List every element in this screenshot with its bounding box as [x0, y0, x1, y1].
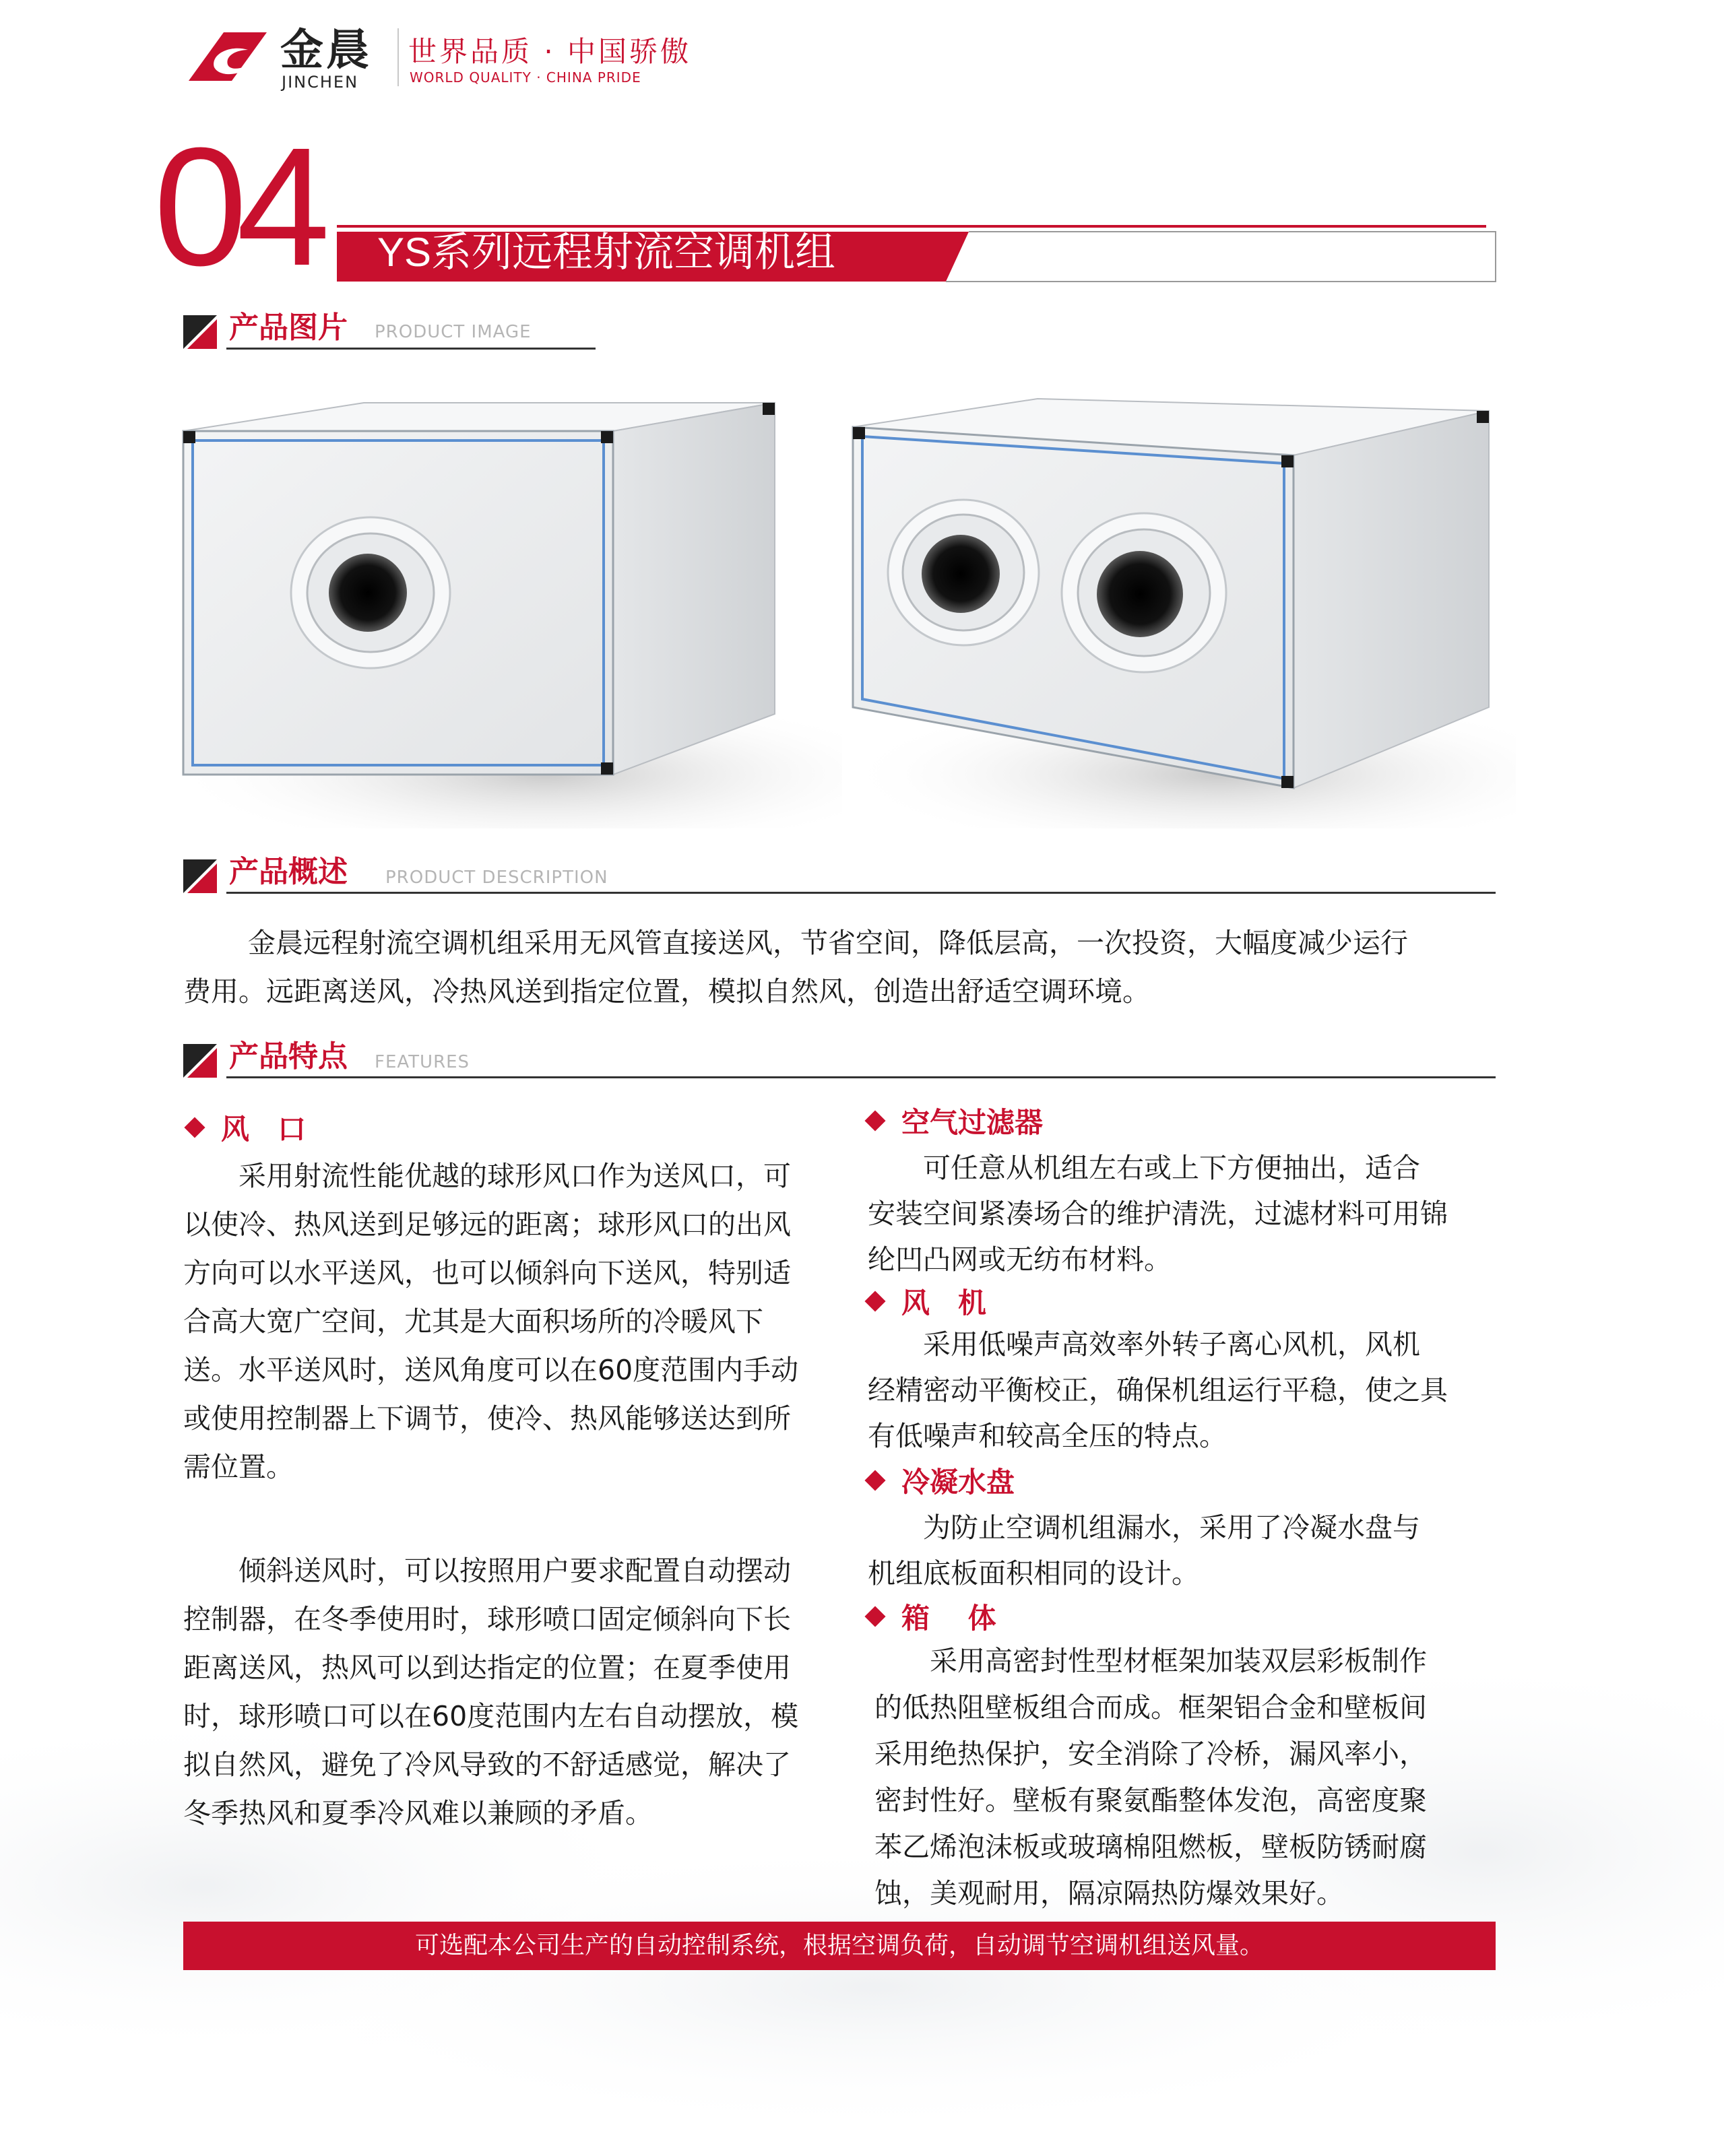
description-text [183, 919, 1496, 1016]
feature-outlet-paragraph-1 [183, 1152, 817, 1491]
feature-heading-filter: 空气过滤器 [864, 1101, 1043, 1138]
slogan-cn: 世界品质 · 中国骄傲 [408, 35, 692, 68]
text-line: 采用射流性能优越的球形风口作为送风口，可 [183, 1160, 791, 1192]
text-line: 的低热阻壁板组合而成。框架铝合金和壁板间 [874, 1691, 1427, 1724]
text-line: 倾斜送风时，可以按照用户要求配置自动摆动 [183, 1555, 791, 1587]
section-subtitle-image: PRODUCT IMAGE [375, 322, 532, 342]
text-line: 拟自然风，避免了冷风导致的不舒适感觉，解决了 [183, 1749, 791, 1781]
section-title-description: 产品概述 [229, 855, 348, 889]
text-line: 控制器，在冬季使用时，球形喷口固定倾斜向下长 [183, 1603, 791, 1635]
feature-outlet-paragraph-2 [183, 1546, 817, 1837]
feature-drain-text [868, 1505, 1508, 1596]
text-line: 可任意从机组左右或上下方便抽出，适合 [868, 1152, 1420, 1184]
section-subtitle-features: FEATURES [375, 1052, 470, 1072]
text-line: 距离送风，热风可以到达指定的位置；在夏季使用 [183, 1652, 791, 1684]
text-line: 为防止空调机组漏水，采用了冷凝水盘与 [868, 1511, 1420, 1544]
feature-heading-outlet: 风 口 [183, 1107, 306, 1145]
brand-name-cn: 金晨 [280, 26, 372, 75]
diamond-bullet-icon [864, 1291, 885, 1311]
text-line: 蚀，美观耐用，隔凉隔热防爆效果好。 [874, 1877, 1344, 1909]
logo-icon [183, 27, 272, 86]
section-underline [226, 1076, 1496, 1078]
section-title-features: 产品特点 [229, 1039, 348, 1074]
text-line: 需位置。 [183, 1451, 294, 1483]
section-number: 04 [154, 112, 320, 300]
text-line: 或使用控制器上下调节，使冷、热风能够送达到所 [183, 1402, 791, 1435]
text-line: 采用低噪声高效率外转子离心风机，风机 [868, 1328, 1420, 1361]
section-underline [226, 348, 596, 350]
slogan-en: WORLD QUALITY · CHINA PRIDE [410, 69, 641, 86]
text-line: 冬季热风和夏季冷风难以兼顾的矛盾。 [183, 1797, 653, 1829]
text-line: 纶凹凸网或无纺布材料。 [868, 1243, 1172, 1276]
text-line: 密封性好。壁板有聚氨酯整体发泡，高密度聚 [874, 1784, 1427, 1817]
diamond-bullet-icon [864, 1606, 885, 1627]
section-marker-icon [183, 315, 217, 349]
brand-name-en: JINCHEN [282, 73, 359, 92]
text-line: 有低噪声和较高全压的特点。 [868, 1420, 1227, 1452]
text-line: 苯乙烯泡沫板或玻璃棉阻燃板，壁板防锈耐腐 [874, 1831, 1427, 1863]
section-underline [226, 892, 1496, 894]
feature-heading-drain: 冷凝水盘 [864, 1460, 1015, 1498]
logo-divider [397, 28, 399, 86]
diamond-bullet-icon [864, 1110, 885, 1131]
text-line: 采用高密封性型材框架加装双层彩板制作 [874, 1645, 1427, 1677]
description-line: 费用。远距离送风，冷热风送到指定位置，模拟自然风，创造出舒适空调环境。 [183, 975, 1150, 1008]
text-line: 机组底板面积相同的设计。 [868, 1557, 1199, 1590]
feature-fan-text [868, 1321, 1508, 1459]
bottom-banner: 可选配本公司生产的自动控制系统，根据空调负荷，自动调节空调机组送风量。 [183, 1922, 1496, 1970]
section-subtitle-description: PRODUCT DESCRIPTION [385, 868, 608, 888]
text-line: 采用绝热保护，安全消除了冷桥，漏风率小， [874, 1738, 1427, 1770]
diamond-bullet-icon [184, 1117, 205, 1138]
product-image-double-outlet [842, 397, 1516, 828]
text-line: 时，球形喷口可以在60度范围内左右自动摆放，模 [183, 1700, 799, 1732]
feature-heading-fan: 风 机 [864, 1281, 986, 1319]
text-line: 以使冷、热风送到足够远的距离；球形风口的出风 [183, 1208, 791, 1241]
description-line: 金晨远程射流空调机组采用无风管直接送风，节省空间，降低层高，一次投资，大幅度减少运行 [248, 927, 1408, 959]
text-line: 送。水平送风时，送风角度可以在60度范围内手动 [183, 1354, 799, 1386]
page-title: YS系列远程射流空调机组 [377, 230, 836, 275]
feature-cabinet-text [874, 1638, 1514, 1917]
diamond-bullet-icon [864, 1470, 885, 1491]
text-line: 合高大宽广空间，尤其是大面积场所的冷暖风下 [183, 1305, 763, 1338]
section-marker-icon [183, 1044, 217, 1078]
text-line: 方向可以水平送风，也可以倾斜向下送风，特别适 [183, 1257, 791, 1289]
section-title-image: 产品图片 [229, 311, 348, 345]
section-marker-icon [183, 859, 217, 893]
feature-heading-cabinet: 箱 体 [864, 1596, 996, 1634]
text-line: 经精密动平衡校正，确保机组运行平稳，使之具 [868, 1374, 1448, 1406]
text-line: 安装空间紧凑场合的维护清洗，过滤材料可用锦 [868, 1198, 1448, 1230]
feature-filter-text [868, 1145, 1508, 1282]
product-image-single-outlet [168, 397, 842, 828]
